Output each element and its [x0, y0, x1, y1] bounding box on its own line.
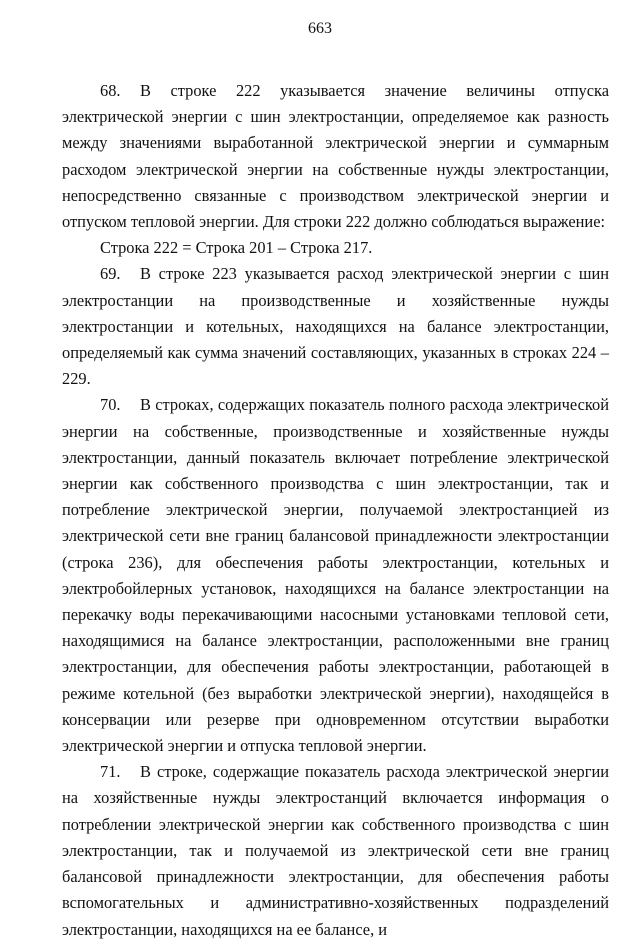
formula-text: Строка 222 = Строка 201 – Строка 217. — [100, 238, 373, 258]
paragraph-number: 69. — [100, 264, 121, 284]
paragraph-number: 70. — [100, 395, 121, 415]
paragraph-text: В строке 223 указывается расход электрической энергии с шин электростанции на производственные и хозяйственные нужды электростанции и котельных, находящихся на балансе электростанции, определяемый как сумма значений составляющих, указанных в строках 224 – 229. — [62, 264, 609, 389]
paragraph-number: 68. — [100, 81, 121, 100]
formula-line — [62, 235, 609, 261]
paragraph-text: В строке, содержащие показатель расхода электрической энергии на хозяйственные нужды электростанций включается информация о потреблении электрической энергии как собственного производства с шин электростанции, так и получаемой из электрической сети вне границ балансовой принадлежности электростанции, для обеспечения работы вспомогательных и административно-хозяйственных подразделений электростанции, находящихся на ее балансе, и — [62, 762, 609, 939]
paragraph-71 — [62, 759, 609, 942]
paragraph-number: 71. — [100, 762, 121, 782]
paragraph-70 — [62, 392, 609, 759]
paragraph-69 — [62, 261, 609, 392]
paragraph-text: В строках, содержащих показатель полного расхода электрической энергии на собственные, производственные и хозяйственные нужды электростанции, данный показатель включает потребление электрической энергии как собственного производства с шин электростанции, так и потребление электрической энергии, получаемой электростанцией из электрической сети вне границ балансовой принадлежности электростанции (строка 236), для обеспечения работы электростанции, котельных и электробойлерных установок, находящихся на балансе электростанции на перекачку воды перекачивающими насосными установками тепловой сети, находящимися на балансе электростанции, расположенными вне границ электростанции, для обеспечения работы электростанции, работающей в режиме котельной (без выработки электрической энергии), находящейся в консервации или резерве при одновременном отсутствии выработки электрической энергии и отпуска тепловой энергии. — [62, 395, 609, 756]
paragraph-text: В строке 222 указывается значение величины отпуска электрической энергии с шин электростанции, определяемое как разность между значениями выработанной электрической энергии и суммарным расходом электрической энергии на собственные нужды электростанции, непосредственно связанные с производством электрической энергии и отпуском тепловой энергии. Для строки 222 должно соблюдаться выражение: — [62, 81, 609, 232]
page-number: 663 — [308, 20, 332, 37]
paragraph-68 — [62, 78, 609, 235]
document-body — [62, 78, 609, 943]
